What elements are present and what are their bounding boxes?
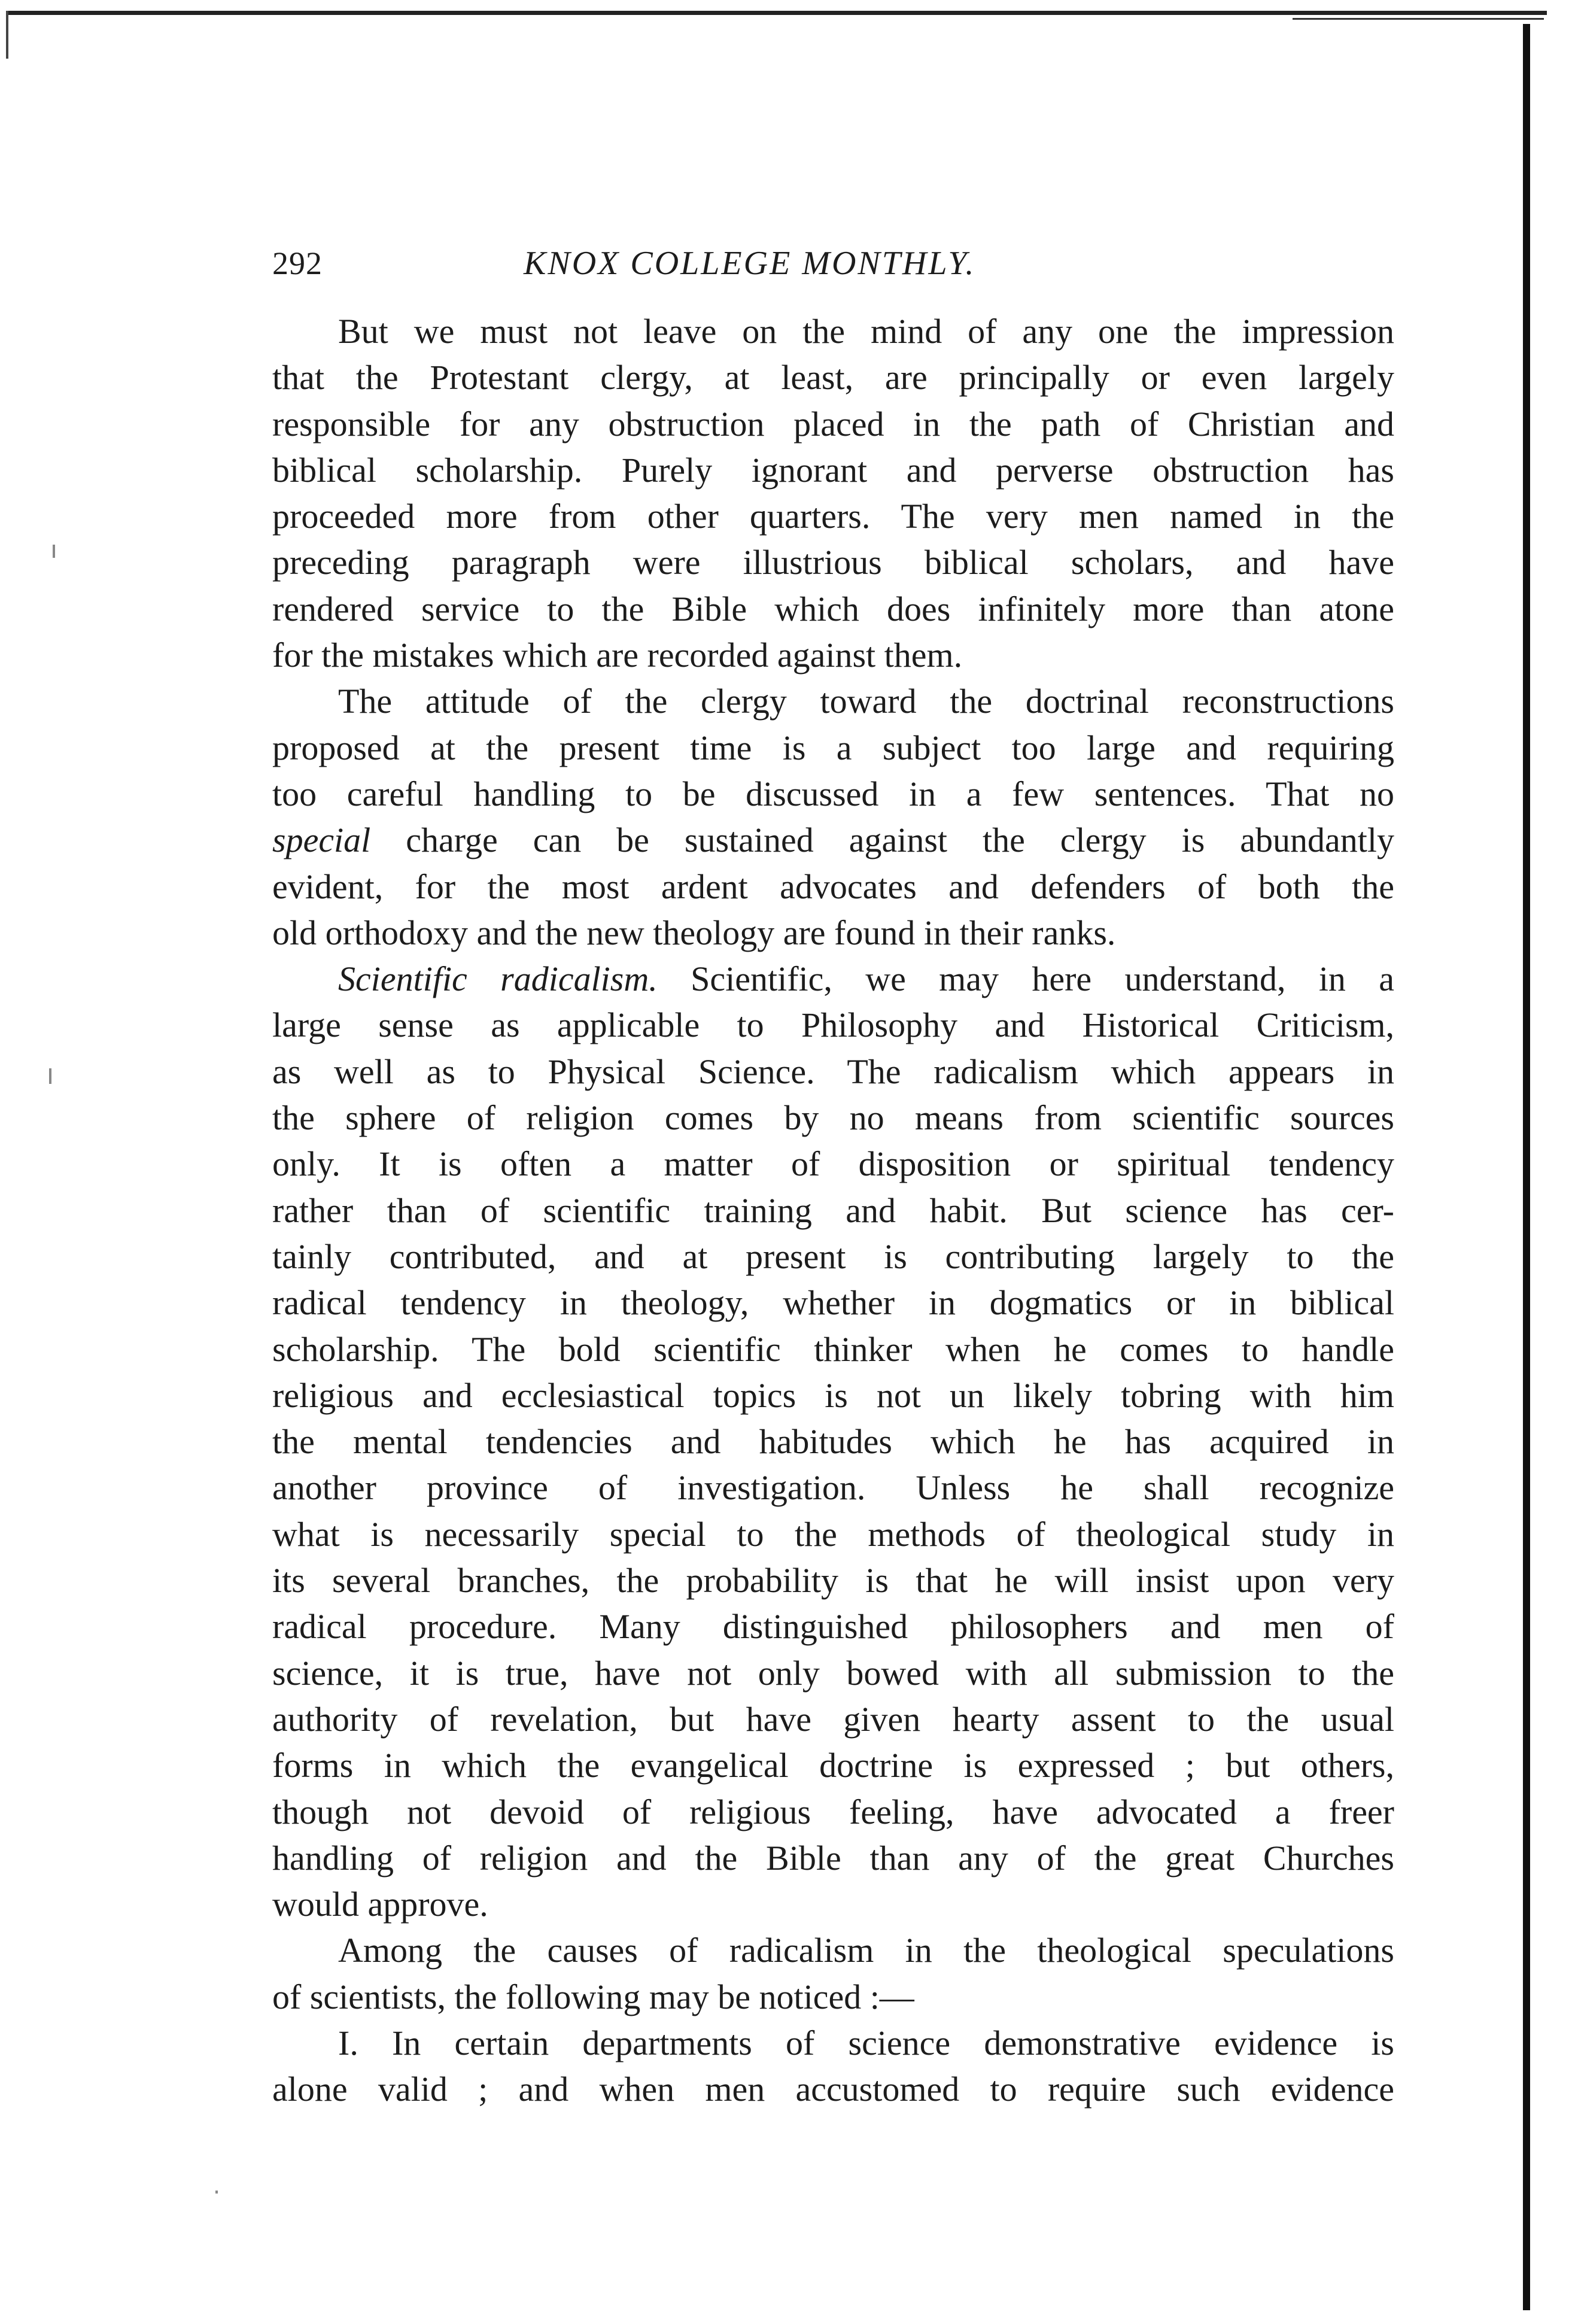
text-line: too careful handling to be discussed in a few sentences. That no [272, 774, 1394, 813]
text-line: proposed at the present time is a subject too large and requiring [272, 728, 1394, 767]
text-line: what is necessarily special to the methods of theological study in [272, 1514, 1394, 1554]
text-line: biblical scholarship. Purely ignorant and perverse obstruction has [272, 450, 1394, 490]
text-line: only. It is often a matter of disposition or spiritual tendency [272, 1144, 1394, 1184]
text-line: of scientists, the following may be noticed :— [272, 1977, 914, 2016]
text-line: The attitude of the clergy toward the doctrinal reconstructions [338, 682, 1394, 721]
text-line: for the mistakes which are recorded against them. [272, 636, 963, 675]
running-title: KNOX COLLEGE MONTHLY. [524, 245, 976, 282]
text-line: scholarship. The bold scientific thinker when he comes to handle [272, 1329, 1394, 1369]
section-heading: Scientific radicalism. [338, 959, 658, 999]
text-line: science, it is true, have not only bowed with all submission to the [272, 1653, 1394, 1693]
text-line: the mental tendencies and habitudes which he has acquired in [272, 1422, 1394, 1462]
text-run: charge can be sustained against the clergy is abundantly [370, 821, 1394, 860]
emphasized-word: special [272, 821, 371, 860]
text-line: evident, for the most ardent advocates and defenders of both the [272, 867, 1394, 906]
text-line: the sphere of religion comes by no means from scientific sources [272, 1098, 1394, 1138]
text-line: rendered service to the Bible which does infinitely more than atone [272, 589, 1394, 628]
margin-speck [49, 1068, 51, 1084]
right-margin-rule [1523, 24, 1530, 2310]
text-line: alone valid ; and when men accustomed to require such evidence [272, 2070, 1394, 2109]
text-line: forms in which the evangelical doctrine is expressed ; but others, [272, 1746, 1394, 1785]
text-line: rather than of scientific training and habit. But science has cer- [272, 1190, 1394, 1230]
text-line: religious and ecclesiastical topics is not un likely tobring with him [272, 1375, 1394, 1415]
text-line: responsible for any obstruction placed in the path of Christian and [272, 404, 1394, 443]
top-rule [6, 11, 1547, 15]
text-line: would approve. [272, 1885, 488, 1924]
text-line: radical tendency in theology, whether in dogmatics or in biblical [272, 1283, 1394, 1323]
text-line: large sense as applicable to Philosophy and Historical Criticism, [272, 1005, 1394, 1045]
text-line [272, 817, 1394, 863]
text-line [272, 956, 1394, 1002]
text-line: that the Protestant clergy, at least, are principally or even largely [272, 358, 1394, 397]
text-line: I. In certain departments of science demonstrative evidence is [338, 2023, 1394, 2062]
text-run: Scientific, we may here understand, in a [657, 959, 1394, 999]
text-line: Among the causes of radicalism in the theological speculations [338, 1931, 1394, 1970]
text-line: as well as to Physical Science. The radicalism which appears in [272, 1052, 1394, 1091]
text-line: its several branches, the probability is that he will insist upon very [272, 1561, 1394, 1600]
body-text [272, 308, 1394, 2113]
text-line: proceeded more from other quarters. The very men named in the [272, 497, 1394, 536]
page-number: 292 [272, 245, 323, 281]
left-margin-tick [6, 11, 8, 59]
margin-speck [215, 2191, 218, 2194]
margin-speck [53, 545, 55, 558]
text-line: authority of revelation, but have given hearty assent to the usual [272, 1699, 1394, 1739]
text-line: though not devoid of religious feeling, have advocated a freer [272, 1792, 1394, 1831]
text-line: But we must not leave on the mind of any one the impression [338, 312, 1394, 351]
text-line: another province of investigation. Unless he shall recognize [272, 1468, 1394, 1508]
text-line: radical procedure. Many distinguished philosophers and men of [272, 1607, 1394, 1646]
text-line: old orthodoxy and the new theology are found in their ranks. [272, 913, 1116, 952]
top-rule-thin [1293, 18, 1544, 20]
page-header [272, 236, 1409, 290]
text-line: preceding paragraph were illustrious biblical scholars, and have [272, 543, 1394, 582]
text-line: tainly contributed, and at present is contributing largely to the [272, 1237, 1394, 1276]
text-line: handling of religion and the Bible than any of the great Churches [272, 1838, 1394, 1878]
